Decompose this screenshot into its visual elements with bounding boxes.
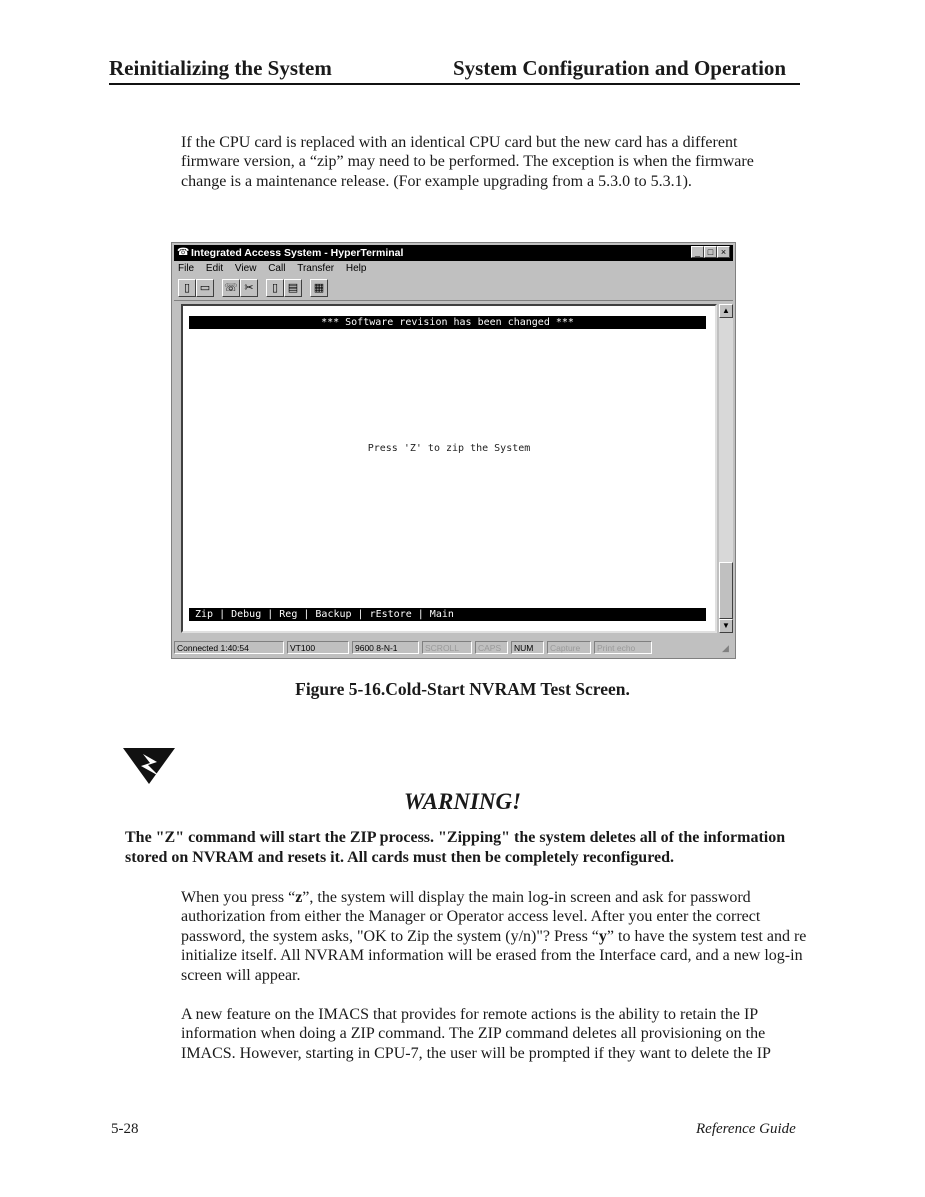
intro-paragraph: If the CPU card is replaced with an identical CPU card but the new card has a different firmware version, a “zip” may need to be performed. The exception is when the firmware change is a maintenance release. (For example upgrading from a 5.3.0 to 5.3.1). <box>181 134 754 190</box>
window-title: Integrated Access System - HyperTerminal <box>191 247 404 259</box>
receive-icon[interactable]: ▤ <box>284 279 302 297</box>
body-paragraph-1 <box>181 888 811 985</box>
warning-lightning-icon <box>121 746 177 786</box>
minimize-icon[interactable]: _ <box>691 246 704 258</box>
terminal-prompt: Press 'Z' to zip the System <box>367 443 531 454</box>
new-icon[interactable]: ▯ <box>178 279 196 297</box>
body-paragraph-2: A new feature on the IMACS that provides for remote actions is the ability to retain the IP information when doing a ZIP command. The ZIP command deletes all provisioning on the IMACS. However, starting in CPU-7, the user will be prompted if they want to delete the IP <box>181 1006 771 1062</box>
scroll-down-icon[interactable]: ▼ <box>719 619 733 633</box>
status-capture: Capture <box>547 641 591 654</box>
footer-guide-title: Reference Guide <box>696 1121 796 1137</box>
properties-icon[interactable]: ▦ <box>310 279 328 297</box>
menu-view[interactable]: View <box>234 263 257 274</box>
menu-help[interactable]: Help <box>345 263 367 274</box>
disconnect-icon[interactable]: ✂ <box>240 279 258 297</box>
warning-text: The "Z" command will start the ZIP process. "Zipping" the system deletes all of the information stored on NVRAM and resets it. All cards must then be completely reconfigured. <box>125 829 786 866</box>
scroll-up-icon[interactable]: ▲ <box>719 304 733 318</box>
page-number: 5-28 <box>111 1121 139 1137</box>
body-text: When you press “ <box>181 889 296 906</box>
menu-file[interactable]: File <box>178 263 195 274</box>
menu-bar <box>178 263 375 277</box>
status-caps: CAPS <box>475 641 508 654</box>
hyperterminal-icon[interactable]: ☎ <box>177 247 190 258</box>
header-chapter-title: System Configuration and Operation <box>453 56 787 80</box>
send-icon[interactable]: ▯ <box>266 279 284 297</box>
scroll-thumb[interactable] <box>719 562 733 619</box>
key-z: z <box>295 889 303 906</box>
maximize-icon[interactable]: □ <box>704 246 717 258</box>
terminal-command-menu: Zip | Debug | Reg | Backup | rEstore | Main <box>189 608 706 621</box>
status-num: NUM <box>511 641 544 654</box>
body-text: ” to have the system test and re initialize itself. All NVRAM information will be erased from the Interface card, and a new log-in screen will appear. <box>181 927 807 984</box>
menu-edit[interactable]: Edit <box>205 263 224 274</box>
status-connected: Connected 1:40:54 <box>174 641 284 654</box>
vertical-scrollbar[interactable] <box>719 304 733 633</box>
header-section-title: Reinitializing the System <box>109 56 332 80</box>
window-titlebar <box>174 245 733 261</box>
status-bar <box>174 641 733 655</box>
menu-call[interactable]: Call <box>268 263 286 274</box>
resize-grip-icon[interactable]: ◢ <box>722 643 729 653</box>
menu-transfer[interactable]: Transfer <box>297 263 335 274</box>
open-icon[interactable]: ▭ <box>196 279 214 297</box>
body-text: ”, the system will display the main log-in screen and ask for password authorization from either the Manager or Operator access level. After you enter the correct password, the system asks, "OK to Zip the system (y/n)"? Press “ <box>181 889 761 945</box>
status-scroll: SCROLL <box>422 641 472 654</box>
status-emulation: VT100 <box>287 641 349 654</box>
warning-title: WARNING! <box>403 789 522 814</box>
key-y: y <box>598 927 607 945</box>
header-rule <box>109 83 800 85</box>
call-icon[interactable]: ☏ <box>222 279 240 297</box>
terminal-screen[interactable] <box>181 304 717 633</box>
figure-caption: Figure 5-16.Cold-Start NVRAM Test Screen. <box>295 679 630 699</box>
hyperterminal-window <box>171 242 736 659</box>
close-icon[interactable]: × <box>717 246 730 258</box>
status-settings: 9600 8-N-1 <box>352 641 419 654</box>
status-print-echo: Print echo <box>594 641 652 654</box>
toolbar-divider <box>174 300 733 301</box>
terminal-banner: *** Software revision has been changed *** <box>189 316 706 329</box>
